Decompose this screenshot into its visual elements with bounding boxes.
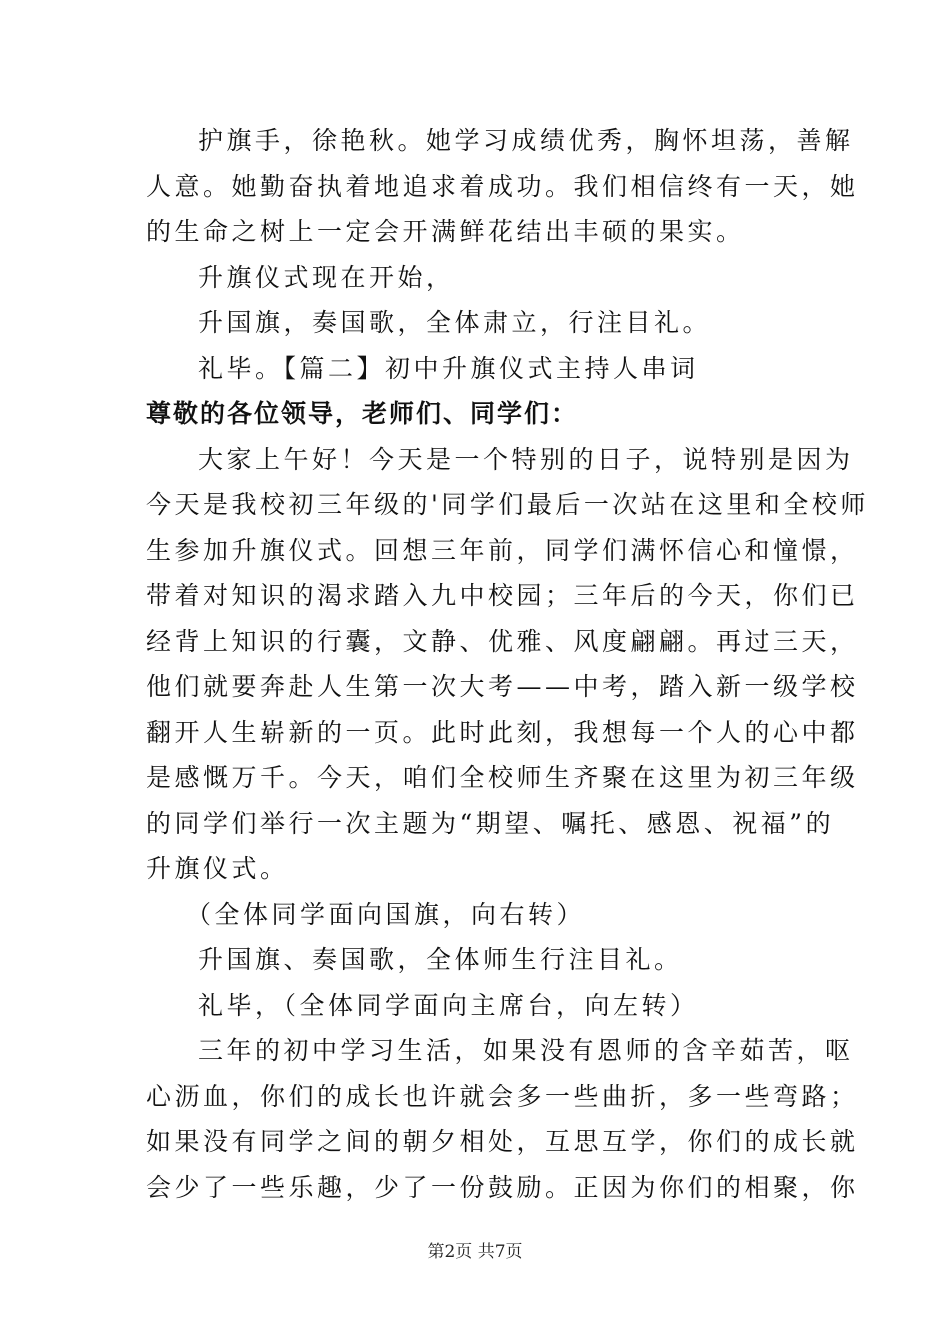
text-line: 的同学们举行一次主题为“期望、嘱托、感恩、祝福”的 [146,808,835,838]
text-line: 他们就要奔赴人生第一次大考——中考，踏入新一级学校 [146,672,859,701]
text-line: 升旗仪式现在开始， [198,262,455,292]
text-line: 今天是我校初三年级的'同学们最后一次站在这里和全校师 [146,490,869,519]
text-line: 生参加升旗仪式。回想三年前，同学们满怀信心和憧憬， [146,535,859,565]
text-line: 是感慨万千。今天，咱们全校师生齐聚在这里为初三年级 [146,763,859,792]
text-line: 的生命之树上一定会开满鲜花结出丰硕的果实。 [146,217,745,246]
text-line: 会少了一些乐趣，少了一份鼓励。正因为你们的相聚，你 [146,1172,859,1202]
page-number-footer: 第2页 共7页 [427,1242,523,1262]
text-line: 升国旗，奏国歌，全体肃立，行注目礼。 [198,308,712,337]
section-heading-line: 礼毕。【篇二】初中升旗仪式主持人串词 [198,353,699,383]
text-line: 三年的初中学习生活，如果没有恩师的含辛茹苦，呕 [198,1036,854,1065]
text-line: 护旗手，徐艳秋。她学习成绩优秀，胸怀坦荡，善解 [198,126,854,155]
stage-direction: （全体同学面向国旗，向右转） [186,899,586,929]
text-line: 翻开人生崭新的一页。此时此刻，我想每一个人的心中都 [146,717,859,747]
text-line: 如果没有同学之间的朝夕相处，互思互学，你们的成长就 [146,1127,859,1156]
text-line: 经背上知识的行囊，文静、优雅、风度翩翩。再过三天， [146,626,859,656]
text-line: 带着对知识的渴求踏入九中校园；三年后的今天，你们已 [146,581,859,610]
salutation: 尊敬的各位领导，老师们、同学们： [146,399,579,428]
text-line: 人意。她勤奋执着地追求着成功。我们相信终有一天，她 [146,171,859,201]
text-line: 升旗仪式。 [146,854,289,883]
text-line: 大家上午好！今天是一个特别的日子，说特别是因为 [198,444,854,474]
text-line: 心沥血，你们的成长也许就会多一些曲折，多一些弯路； [146,1081,859,1111]
document-body [146,118,869,1210]
text-line: 升国旗、奏国歌，全体师生行注目礼。 [198,945,683,974]
text-line: 礼毕，（全体同学面向主席台，向左转） [198,990,699,1020]
